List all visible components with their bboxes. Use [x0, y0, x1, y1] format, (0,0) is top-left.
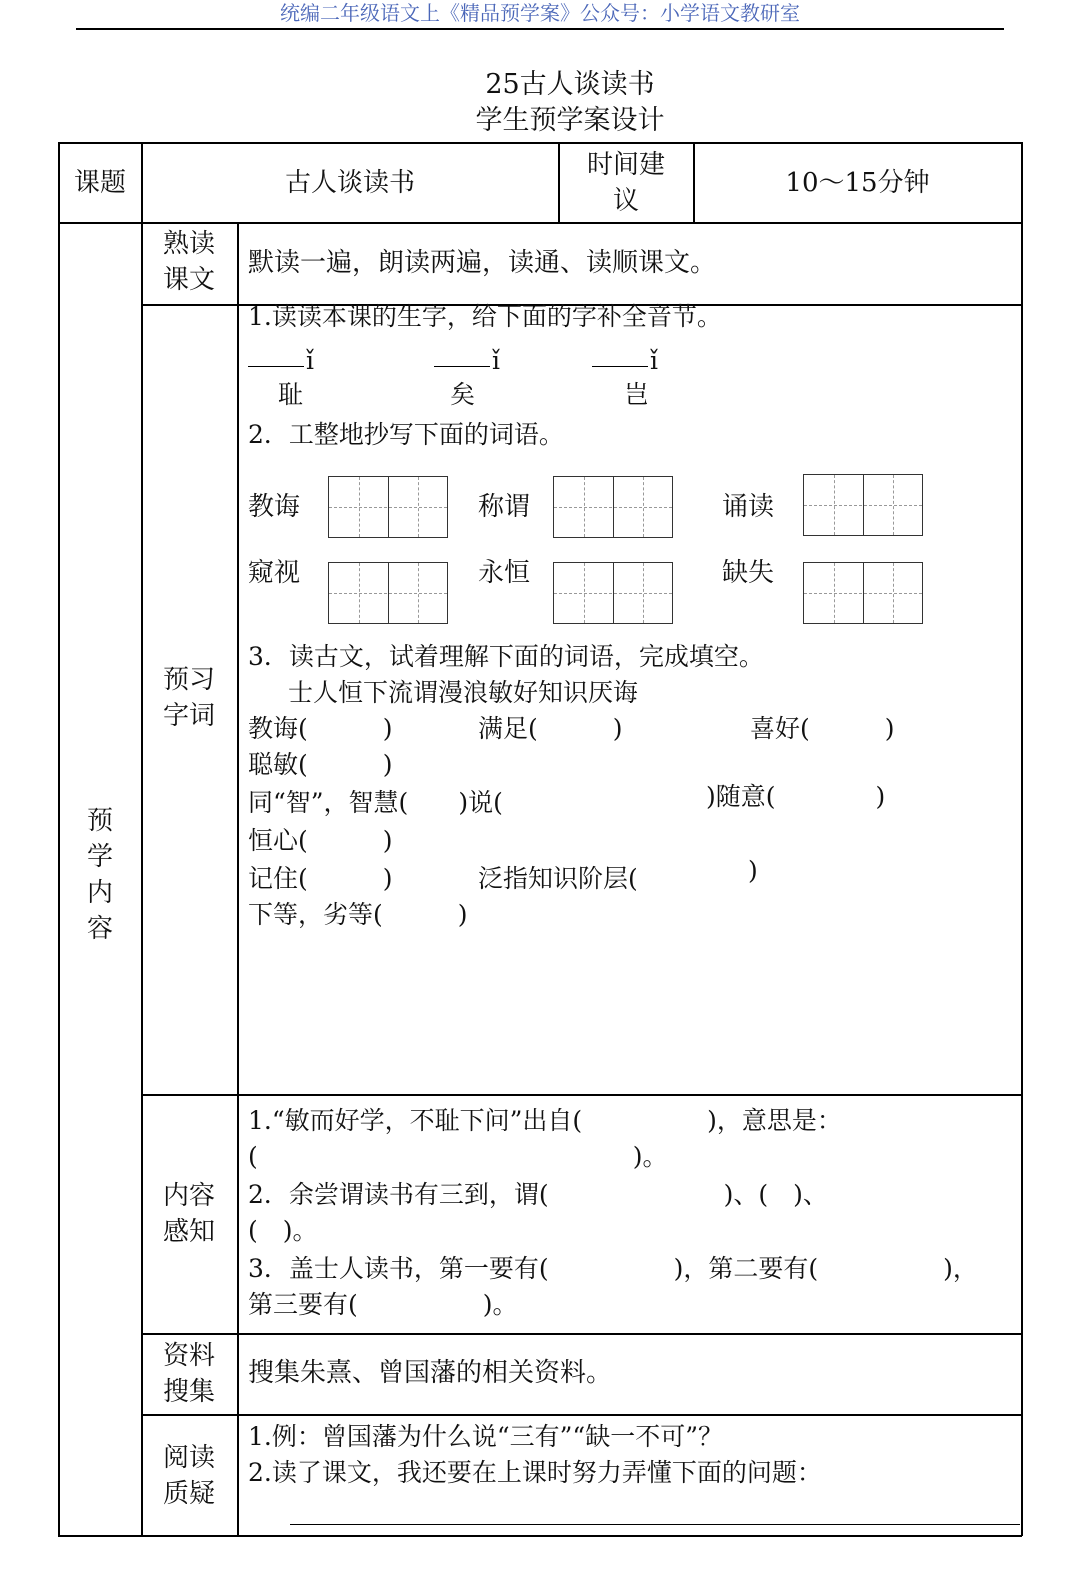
pinyin-char: 岂: [624, 380, 650, 409]
topic-value: 古人谈读书: [284, 167, 415, 198]
content-q1b[interactable]: ( )。: [248, 1142, 668, 1171]
writing-grid[interactable]: [328, 562, 448, 624]
fill-blank[interactable]: 记住( ): [248, 864, 393, 893]
header-divider: [76, 28, 1004, 30]
writing-grid[interactable]: [803, 474, 923, 536]
writing-grid[interactable]: [553, 476, 673, 538]
writing-grid[interactable]: [803, 562, 923, 624]
fill-blank[interactable]: 恒心( ): [248, 826, 393, 855]
pinyin-tone: ǐ: [306, 346, 314, 375]
copy-word: 称谓: [478, 492, 531, 522]
section-label: 预学内容: [86, 806, 113, 944]
pinyin-blank[interactable]: [248, 344, 304, 367]
vocab-q1: 1.读读本课的生字，给下面的字补全音节。: [248, 302, 722, 331]
content-q2b[interactable]: ( )。: [248, 1216, 318, 1245]
pinyin-tone: ǐ: [650, 346, 658, 375]
copy-word: 诵读: [722, 492, 775, 522]
topic-label: 课题: [73, 167, 126, 198]
lesson-title: 25古人谈读书: [485, 69, 655, 100]
vocab-q3: 3．读古文，试着理解下面的词语，完成填空。: [248, 642, 764, 671]
pinyin-char: 矣: [450, 380, 476, 409]
content-q2a[interactable]: 2．余尝谓读书有三到，谓( )、( )、: [248, 1180, 828, 1209]
vocab-q2: 2．工整地抄写下面的词语。: [248, 420, 564, 449]
fill-blank[interactable]: 教诲( ): [248, 714, 393, 743]
time-value: 10～15分钟: [785, 167, 930, 198]
content-q1a[interactable]: 1.“敏而好学，不耻下问”出自( )，意思是：: [248, 1106, 842, 1135]
vocab-label: 预习字词: [162, 665, 215, 731]
page-header: 统编二年级语文上《精品预学案》公众号：小学语文教研室: [280, 1, 800, 25]
pinyin-blank[interactable]: [592, 344, 648, 367]
research-label: 资料搜集: [162, 1341, 215, 1407]
research-text: 搜集朱熹、曾国藩的相关资料。: [248, 1358, 613, 1388]
fill-blank[interactable]: 同“智”，智慧( )说(: [248, 788, 503, 817]
pinyin-char: 耻: [278, 380, 304, 409]
fill-blank[interactable]: 下等，劣等( ): [248, 900, 468, 929]
question-q2: 2.读了课文，我还要在上课时努力弄懂下面的问题：: [248, 1458, 822, 1487]
content-q3a[interactable]: 3．盖士人读书，第一要有( )，第二要有( )，: [248, 1254, 978, 1283]
fill-blank: ): [748, 856, 758, 885]
copy-word: 教诲: [248, 492, 301, 522]
copy-word: 永恒: [478, 558, 531, 588]
question-label: 阅读质疑: [162, 1443, 215, 1509]
fill-blank[interactable]: 聪敏( ): [248, 750, 393, 779]
fill-blank[interactable]: 满足( ): [478, 714, 623, 743]
content-q3b[interactable]: 第三要有( )。: [248, 1290, 518, 1319]
writing-grid[interactable]: [553, 562, 673, 624]
copy-word: 窥视: [248, 558, 301, 588]
time-label: 时间建议: [586, 149, 665, 216]
lesson-subtitle: 学生预学案设计: [475, 105, 665, 136]
answer-line[interactable]: [290, 1524, 1020, 1525]
question-q1: 1.例：曾国藩为什么说“三有”“缺一不可”？: [248, 1422, 723, 1451]
read-text: 默读一遍，朗读两遍，读通、读顺课文。: [248, 248, 717, 278]
pinyin-tone: ǐ: [492, 346, 500, 375]
fill-blank[interactable]: 喜好( ): [750, 714, 895, 743]
word-options: 士人恒下流谓漫浪敏好知识厌诲: [288, 678, 639, 707]
fill-blank[interactable]: )随意( ): [706, 782, 886, 811]
content-label: 内容感知: [162, 1181, 215, 1247]
fill-blank[interactable]: 泛指知识阶层(: [478, 864, 638, 893]
pinyin-blank[interactable]: [434, 344, 490, 367]
writing-grid[interactable]: [328, 476, 448, 538]
copy-word: 缺失: [722, 558, 775, 588]
read-label: 熟读课文: [162, 229, 215, 295]
